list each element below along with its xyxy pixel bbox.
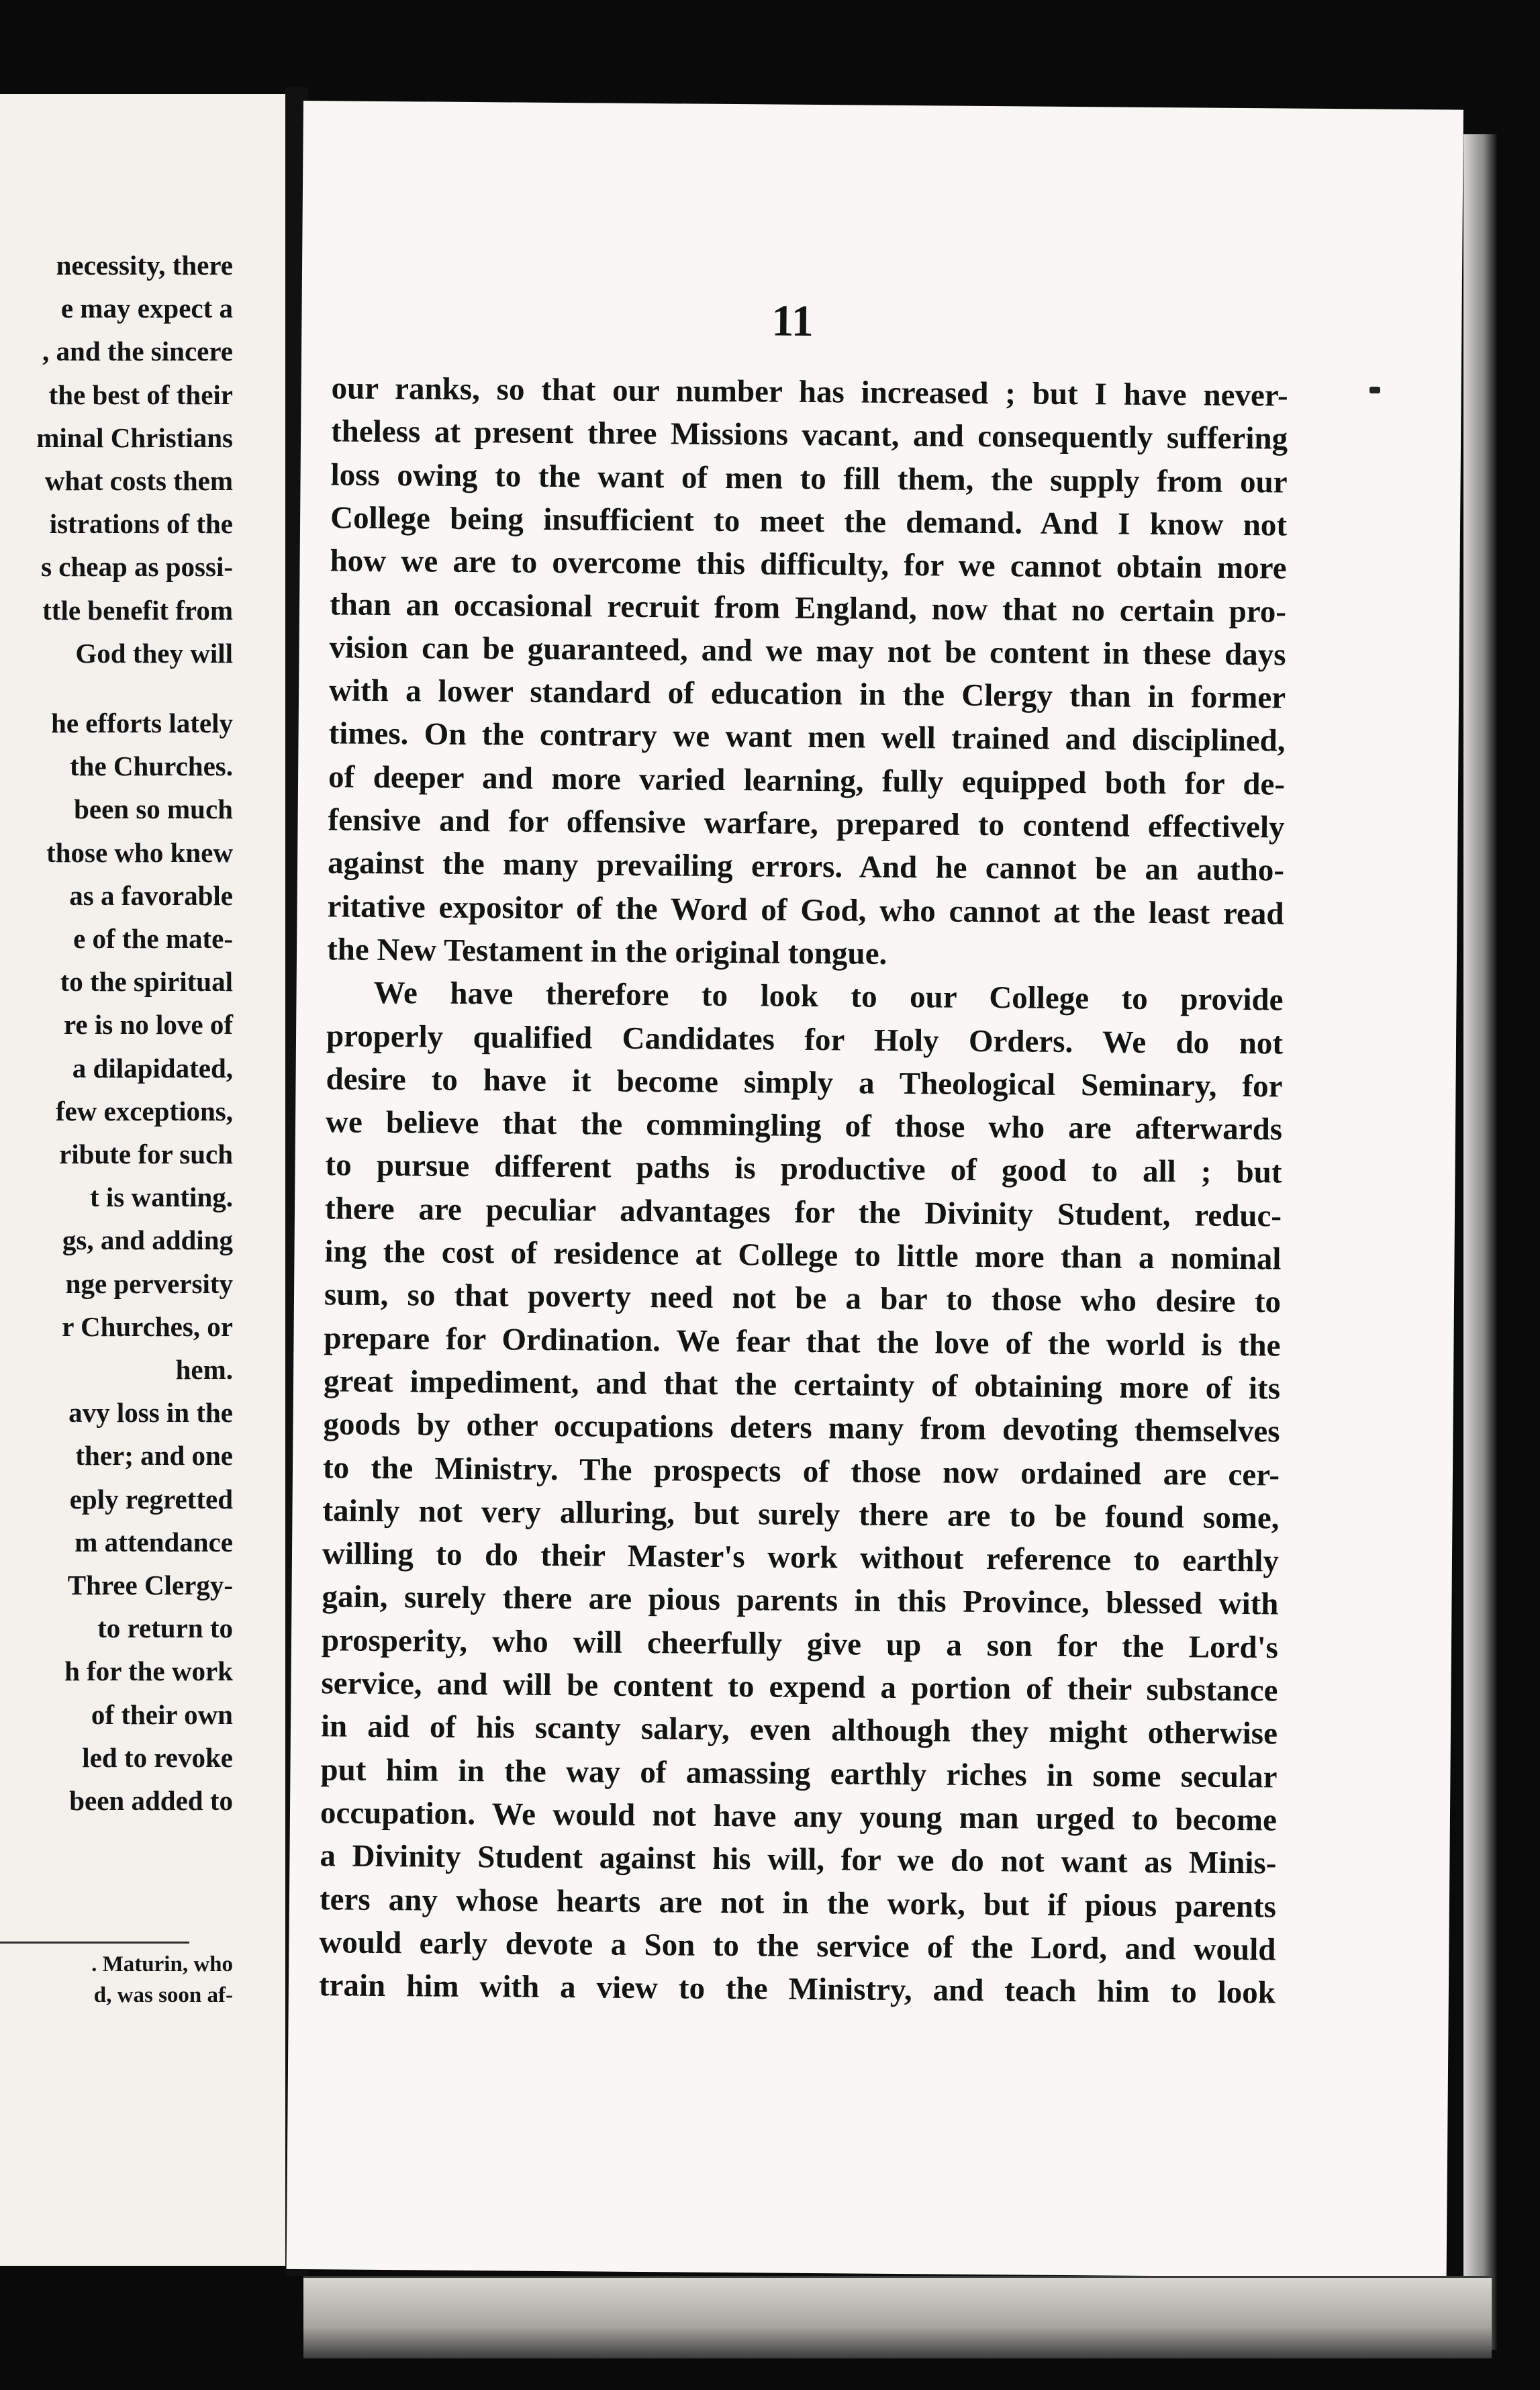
previous-page-line: gs, and adding [62, 1225, 233, 1256]
body-line: desire to have it become simply a Theological Seminary, for [326, 1061, 1283, 1104]
previous-page-line: been so much [74, 794, 233, 825]
page-edge-shadow [1463, 134, 1497, 2350]
previous-page-line: re is no love of [63, 1009, 233, 1041]
previous-page-line: Three Clergy- [67, 1570, 233, 1600]
previous-page-line: to the spiritual [60, 966, 233, 998]
previous-page-line: h for the work [64, 1656, 233, 1687]
body-line: a Divinity Student against his will, for we do not want as Minis- [320, 1838, 1277, 1881]
footnote-rule [0, 1942, 189, 1944]
previous-page-line: of their own [91, 1699, 233, 1730]
previous-page-line: what costs them [44, 465, 233, 496]
previous-page-line: led to revoke [82, 1741, 233, 1773]
previous-page-line: the best of their [48, 379, 233, 410]
current-page [287, 101, 1463, 2278]
body-line: tainly not very alluring, but surely there are to be found some, [322, 1493, 1280, 1536]
body-line: ing the cost of residence at College to little more than a nominal [324, 1234, 1282, 1277]
body-line: goods by other occupations deters many from devoting themselves [323, 1406, 1280, 1449]
body-line: with a lower standard of education in the Clergy than in former [328, 673, 1286, 716]
body-line: We have therefore to look to our College to provide [373, 975, 1284, 1018]
body-line: the New Testament in the original tongue. [326, 932, 887, 971]
body-line: prepare for Ordination. We fear that the love of the world is the [324, 1320, 1281, 1364]
previous-page-line: necessity, there [56, 250, 233, 281]
previous-page-line: to return to [97, 1613, 233, 1644]
previous-page-line: , and the sincere [42, 336, 233, 367]
body-line: willing to do their Master's work without reference to earthly [322, 1536, 1280, 1579]
previous-page-line: ttle benefit from [42, 594, 233, 626]
body-line: great impediment, and that the certainty of obtaining more of its [323, 1364, 1281, 1406]
previous-page-line: ribute for such [59, 1139, 233, 1169]
body-line: there are peculiar advantages for the Divinity Student, reduc- [324, 1190, 1282, 1234]
previous-page-line: hem. [175, 1354, 233, 1385]
body-line: our ranks, so that our number has increased ; but I have never- [331, 371, 1288, 414]
body-line: ritative expositor of the Word of God, who cannot at the least read [327, 888, 1284, 932]
margin-mark [1369, 387, 1380, 393]
body-line: theless at present three Missions vacant, and consequently suffering [330, 414, 1288, 457]
previous-page-line: avy loss in the [68, 1397, 233, 1429]
body-line: times. On the contrary we want men well trained and disciplined, [328, 716, 1286, 759]
body-line: ters any whose hearts are not in the work, but if pious parents [319, 1881, 1277, 1924]
previous-page-line: nge perversity [65, 1268, 233, 1299]
body-line: against the many prevailing errors. And he cannot be an autho- [327, 845, 1285, 888]
previous-page-line: istrations of the [49, 508, 233, 540]
previous-page-line: God they will [75, 637, 233, 669]
previous-page-line: e of the mate- [73, 923, 233, 954]
previous-page-line: few exceptions, [55, 1095, 233, 1127]
body-line: of deeper and more varied learning, fully equipped both for de- [328, 759, 1286, 802]
body-line: fensive and for offensive warfare, prepared to contend effectively [328, 802, 1285, 845]
footnote-line: . Maturin, who [91, 1952, 233, 1976]
previous-page-line: the Churches. [70, 751, 233, 782]
page-number: 11 [771, 296, 814, 346]
body-line: sum, so that poverty need not be a bar to those who desire to [324, 1277, 1282, 1320]
previous-page-line: been added to [69, 1785, 233, 1816]
body-line: properly qualified Candidates for Holy Orders. We do not [326, 1018, 1284, 1061]
body-line: to pursue different paths is productive of good to all ; but [325, 1147, 1282, 1190]
body-line: we believe that the commingling of those who are afterwards [325, 1104, 1283, 1147]
body-line: in aid of his scanty salary, even although they might otherwise [320, 1709, 1278, 1752]
page-bottom-edge [303, 2276, 1492, 2358]
body-line: put him in the way of amassing earthly riches in some secular [320, 1752, 1278, 1795]
previous-page-line: t is wanting. [89, 1182, 233, 1213]
footnote-line: d, was soon af- [93, 1983, 233, 2007]
previous-page-line: s cheap as possi- [41, 551, 233, 583]
previous-page-line: r Churches, or [62, 1310, 233, 1342]
body-line: vision can be guaranteed, and we may not be content in these days [329, 630, 1286, 673]
previous-page-line: he efforts lately [51, 708, 233, 738]
previous-page-line: ther; and one [75, 1440, 233, 1472]
previous-page-line: eply regretted [69, 1483, 233, 1515]
body-line: service, and will be content to expend a portion of their substance [321, 1666, 1278, 1709]
body-line: gain, surely there are pious parents in this Province, blessed with [322, 1579, 1279, 1622]
body-line: to the Ministry. The prospects of those now ordained are cer- [322, 1449, 1280, 1492]
body-line: would early devote a Son to the service of the Lord, and would [319, 1925, 1276, 1968]
previous-page-line: minal Christians [36, 422, 233, 453]
previous-page-line: m attendance [75, 1526, 233, 1558]
previous-page-line: as a favorable [69, 879, 233, 911]
body-line: how we are to overcome this difficulty, for we cannot obtain more [330, 543, 1287, 586]
previous-page-line: e may expect a [60, 293, 233, 324]
previous-page [0, 94, 285, 2266]
body-line: train him with a view to the Ministry, and teach him to look [318, 1968, 1276, 2011]
body-line: loss owing to the want of men to fill them, the supply from our [330, 457, 1288, 500]
previous-page-line: a dilapidated, [72, 1052, 233, 1084]
body-line: occupation. We would not have any young man urged to become [320, 1795, 1278, 1838]
previous-page-line: those who knew [46, 836, 233, 868]
body-line: prosperity, who will cheerfully give up a son for the Lord's [321, 1622, 1279, 1666]
body-text [318, 371, 1288, 2011]
body-line: than an occasional recruit from England, now that no certain pro- [329, 586, 1287, 630]
body-line: College being insufficient to meet the demand. And I know not [330, 500, 1288, 543]
